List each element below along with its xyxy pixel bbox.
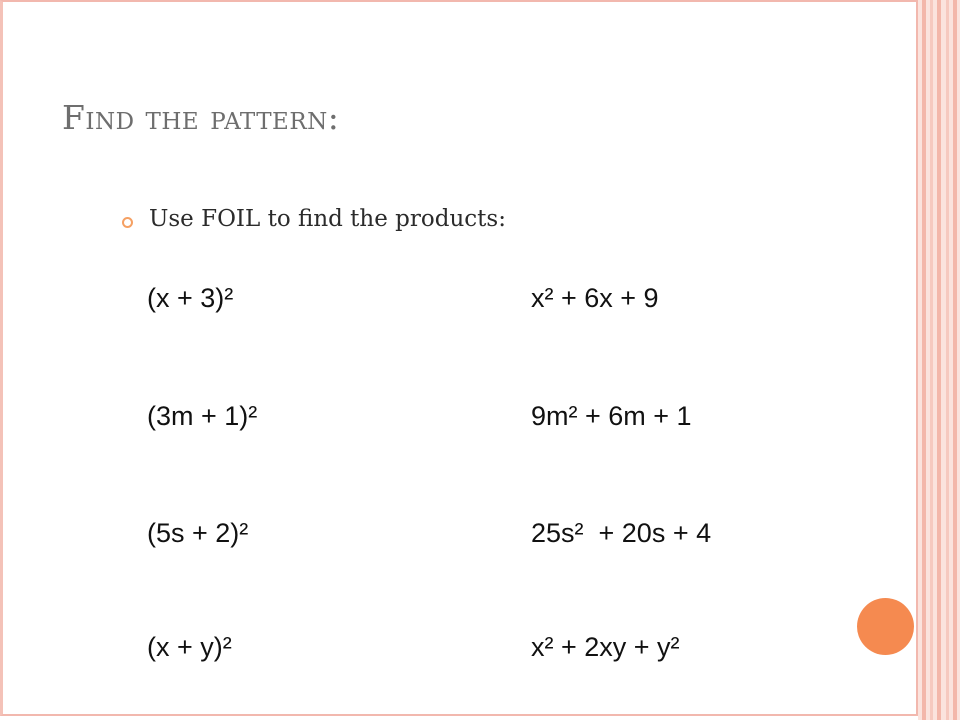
expression-1: (x + 3)² — [147, 283, 234, 313]
product-1: x² + 6x + 9 — [531, 283, 659, 313]
stripe — [953, 0, 957, 720]
slide-title: Find the pattern: — [62, 98, 340, 137]
product-4: x² + 2xy + y² — [531, 632, 680, 662]
stripe — [930, 0, 933, 720]
stripe — [937, 0, 941, 720]
expression-3: (5s + 2)² — [147, 518, 249, 548]
bullet-text: Use FOIL to find the products: — [149, 206, 506, 232]
right-decorative-stripes — [918, 0, 960, 720]
stripe — [946, 0, 949, 720]
expression-2: (3m + 1)² — [147, 401, 258, 431]
product-3: 25s² + 20s + 4 — [531, 518, 712, 548]
expression-4: (x + y)² — [147, 632, 232, 662]
orange-circle-decoration — [857, 598, 914, 655]
product-2: 9m² + 6m + 1 — [531, 401, 692, 431]
circle-bullet-icon — [122, 217, 133, 228]
stripe — [922, 0, 926, 720]
